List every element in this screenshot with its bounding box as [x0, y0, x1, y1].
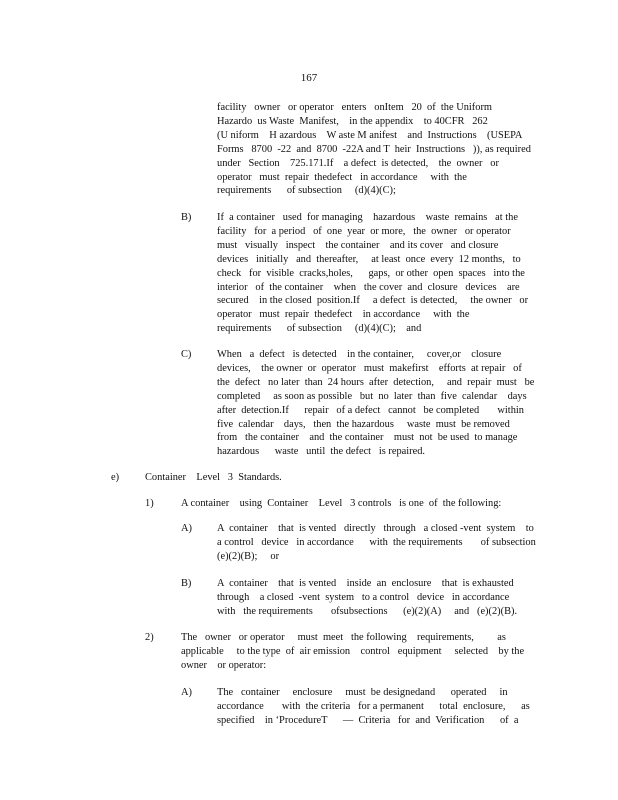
item-label: C) [181, 349, 192, 360]
text-line: from the container and the container must not be used to manage [217, 432, 518, 444]
text-line: completed as soon as possible but no later than five calendar days [217, 390, 527, 402]
text-line: (U niform H azardous W aste M anifest and Instructions (USEPA [217, 129, 523, 141]
text-line: a control device in accordance with the requirements of subsection [217, 536, 536, 548]
text-line: operator must repair thedefect in accordance with the [217, 309, 470, 321]
text-line: facility owner or operator enters onItem 20 of the Uniform [217, 102, 492, 113]
text-line: interior of the container when the cover and closure devices are [217, 281, 520, 293]
text-line: with the requirements ofsubsections (e)(2)(A) and (e)(2)(B). [217, 605, 518, 617]
text-line: A container that is vented inside an enclosure that is exhausted [217, 578, 514, 589]
text-line: after detection.If repair of a defect cannot be completed within [217, 404, 524, 416]
text-line: facility for a period of one year or more, the owner or operator [217, 225, 511, 237]
text-line: A container that is vented directly through a closed -vent system to [217, 523, 534, 534]
text-line: owner or operator: [181, 659, 267, 671]
text-line: through a closed -vent system to a control device in accordance [217, 591, 510, 603]
item-1-text: A container using Container Level 3 controls is one of the following: [181, 498, 502, 509]
text-line: must visually inspect the container and its cover and closure [217, 239, 499, 251]
text-line: Hazardo us Waste Manifest, in the appendix to 40CFR 262 [217, 115, 488, 127]
text-line: check for visible cracks,holes, gaps, or other open spaces into the [217, 267, 525, 279]
continuation-paragraph [217, 101, 533, 198]
text-line: secured in the closed position.If a defect is detected, the owner or [217, 295, 529, 307]
page-number: 167 [300, 72, 318, 84]
item-1a-paragraph [217, 522, 539, 564]
text-line: five calendar days, then the hazardous waste must be removed [217, 418, 510, 430]
item-label: B) [181, 212, 192, 223]
text-line: requirements of subsection (d)(4)(C); [217, 185, 396, 197]
item-label: B) [181, 578, 192, 589]
text-line: applicable to the type of air emission control equipment selected by the [181, 645, 525, 657]
text-line: If a container used for managing hazardous waste remains at the [217, 212, 518, 223]
text-line: accordance with the criteria for a permanent total enclosure, as [217, 700, 530, 712]
text-line: operator must repair thedefect in accordance with the [217, 171, 467, 183]
item-b-paragraph [217, 211, 542, 336]
text-line: When a defect is detected in the container, cover,or closure [217, 349, 502, 360]
item-label: 2) [145, 632, 154, 643]
section-label: e) [111, 472, 120, 483]
text-line: specified in ‘ProcedureT — Criteria for and Verification of a [217, 714, 519, 726]
item-label: 1) [145, 498, 154, 509]
item-2a-paragraph [217, 686, 537, 728]
text-line: Forms 8700 -22 and 8700 -22A and T heir Instructions )), as required [217, 143, 531, 155]
item-c-paragraph [217, 348, 542, 459]
text-line: devices initially and thereafter, at least once every 12 months, to [217, 253, 521, 265]
item-label: A) [181, 523, 192, 534]
text-line: under Section 725.171.If a defect is detected, the owner or [217, 157, 499, 169]
text-line: the defect no later than 24 hours after detection, and repair must be [217, 376, 535, 388]
item-2-paragraph [181, 631, 526, 673]
text-line: (e)(2)(B); or [217, 550, 280, 562]
text-line: The owner or operator must meet the following requirements, as [181, 632, 506, 643]
text-line: devices, the owner or operator must makefirst efforts at repair of [217, 362, 522, 374]
text-line: requirements of subsection (d)(4)(C); and [217, 323, 422, 335]
item-label: A) [181, 687, 192, 698]
text-line: hazardous waste until the defect is repaired. [217, 446, 426, 458]
section-heading: Container Level 3 Standards. [145, 472, 282, 483]
text-line: The container enclosure must be designedand operated in [217, 687, 508, 698]
item-1b-paragraph [217, 577, 539, 619]
